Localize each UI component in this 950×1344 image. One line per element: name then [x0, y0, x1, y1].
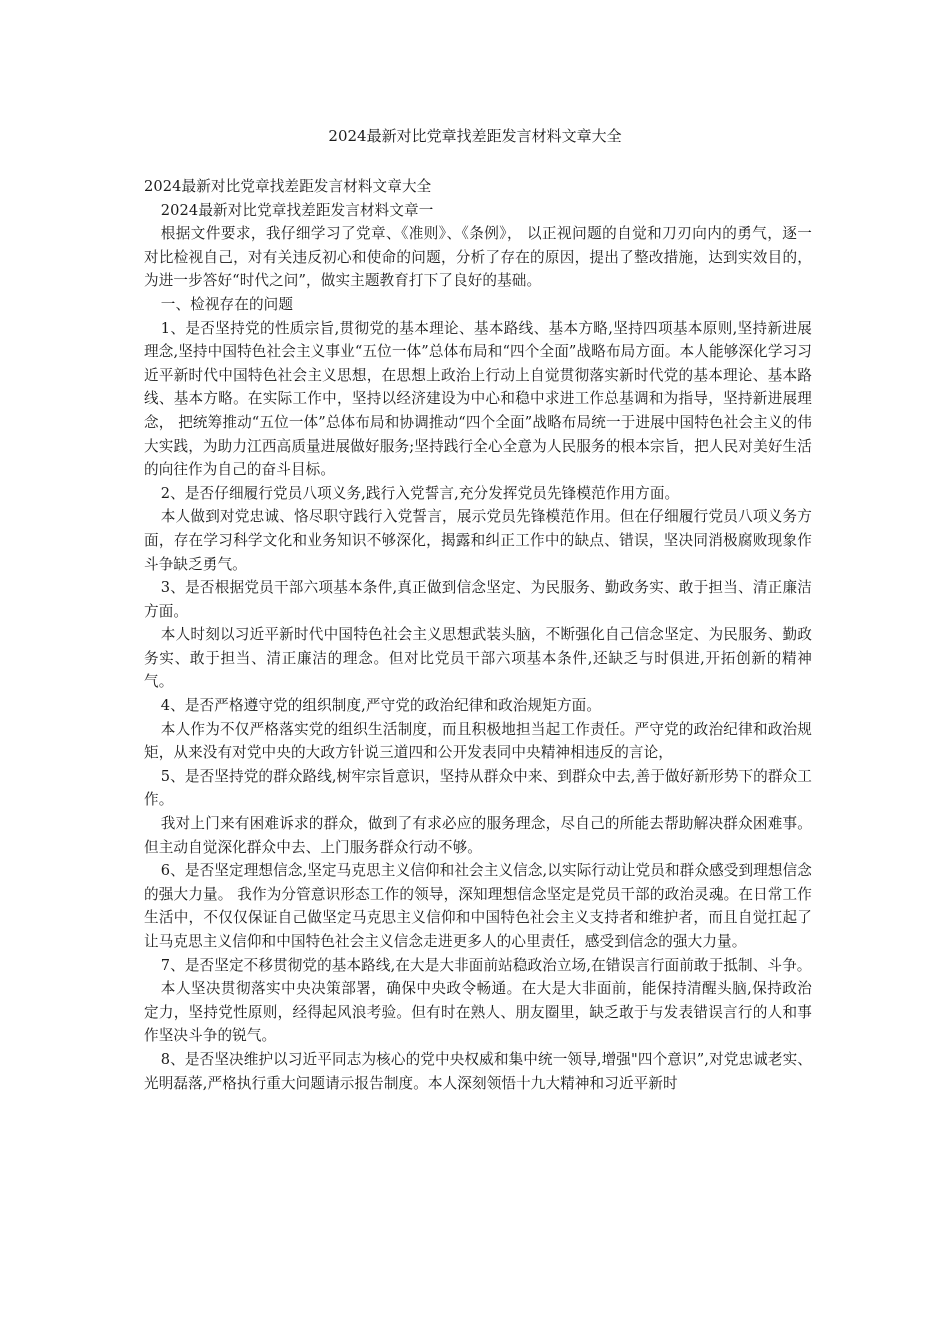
paragraph-item-5-answer: 我对上门来有困难诉求的群众，做到了有求必应的服务理念，尽自己的所能去帮助解决群众困难事。但主动自觉深化群众中去、上门服务群众行动不够。: [144, 815, 812, 856]
paragraph-item-2-answer: 本人做到对党忠诚、恪尽职守践行入党誓言，展示党员先锋模范作用。但在仔细履行党员八项义务方面，存在学习科学文化和业务知识不够深化，揭露和纠正工作中的缺点、错误，坚决同消极腐败现象作斗争缺乏勇气。: [144, 508, 812, 573]
paragraph-subtitle: 2024最新对比党章找差距发言材料文章大全: [144, 178, 432, 195]
paragraph-item-6: 6、是否坚定理想信念,坚定马克思主义信仰和社会主义信念,以实际行动让党员和群众感受到理想信念的强大力量。 我作为分管意识形态工作的领导，深知理想信念坚定是党员干部的政治灵魂。在日常工作生活中，不仅仅保证自己做坚定马克思主义信仰和中国特色社会主义支持者和维护者，而且自觉扛起了让马克思主义信仰和中国特色社会主义信念走进更多人的心里责任，感受到信念的强大力量。: [144, 862, 812, 950]
paragraph-item-4-answer: 本人作为不仅严格落实党的组织生活制度，而且积极地担当起工作责任。严守党的政治纪律和政治规矩，从来没有对党中央的大政方针说三道四和公开发表同中央精神相违反的言论，: [144, 720, 812, 762]
document-body: [144, 175, 812, 1095]
paragraph-intro: 根据文件要求，我仔细学习了党章、《准则》、《条例》， 以正视问题的自觉和刀刃向内的勇气，逐一对比检视自己，对有关违反初心和使命的问题，分析了存在的原因，提出了整改措施，达到实效目的，为进一步答好“时代之问”，做实主题教育打下了良好的基础。: [144, 225, 812, 290]
paragraph-item-3-answer: 本人时刻以习近平新时代中国特色社会主义思想武装头脑，不断强化自己信念坚定、为民服务、勤政务实、敢于担当、清正廉洁的理念。但对比党员干部六项基本条件,还缺乏与时俱进,开拓创新的精神气。: [144, 626, 812, 691]
paragraph-item-7-question: 7、是否坚定不移贯彻党的基本路线,在大是大非面前站稳政治立场,在错误言行面前敢于抵制、斗争。: [160, 956, 812, 974]
paragraph-item-1: 1、是否坚持党的性质宗旨,贯彻党的基本理论、基本路线、基本方略,坚持四项基本原则,坚持新进展理念,坚持中国特色社会主义事业“五位一体”总体布局和“四个全面”战略布局方面。本人能够深化学习习近平新时代中国特色社会主义思想，在思想上政治上行动上自觉贯彻落实新时代党的基本理论、基本路线、基本方略。在实际工作中，坚持以经济建设为中心和稳中求进工作总基调和为指导，坚持新进展理念， 把统筹推动“五位一体”总体布局和协调推动“四个全面”战略布局统一于进展中国特色社会主义的伟大实践，为助力江西高质量进展做好服务;坚持践行全心全意为人民服务的根本宗旨，把人民对美好生活的向往作为自己的奋斗目标。: [144, 319, 812, 479]
paragraph-item-7-answer: 本人坚决贯彻落实中央决策部署，确保中央政令畅通。在大是大非面前，能保持清醒头脑,保持政治定力，坚持党性原则，经得起风浪考验。但有时在熟人、朋友圈里，缺乏敢于与发表错误言行的人和事作坚决斗争的锐气。: [144, 980, 812, 1045]
document-title: 2024最新对比党章找差距发言材料文章大全: [328, 127, 622, 145]
paragraph-item-4-question: 4、是否严格遵守党的组织制度,严守党的政治纪律和政治规矩方面。: [160, 697, 602, 715]
paragraph-item-2-question: 2、是否仔细履行党员八项义务,践行入党誓言,充分发挥党员先锋模范作用方面。: [160, 484, 680, 502]
paragraph-item-5-question: 5、是否坚持党的群众路线,树牢宗旨意识，坚持从群众中来、到群众中去,善于做好新形势下的群众工作。: [144, 767, 812, 809]
paragraph-item-3-question: 3、是否根据党员干部六项基本条件,真正做到信念坚定、为民服务、勤政务实、敢于担当、清正廉洁方面。: [144, 579, 812, 620]
paragraph-item-8: 8、是否坚决维护以习近平同志为核心的党中央权威和集中统一领导,增强"四个意识”,对党忠诚老实、光明磊落,严格执行重大问题请示报告制度。本人深刻领悟十九大精神和习近平新时: [144, 1050, 812, 1092]
section-heading-problems: 一、检视存在的问题: [160, 295, 294, 313]
paragraph-article-heading: 2024最新对比党章找差距发言材料文章一: [160, 201, 434, 219]
